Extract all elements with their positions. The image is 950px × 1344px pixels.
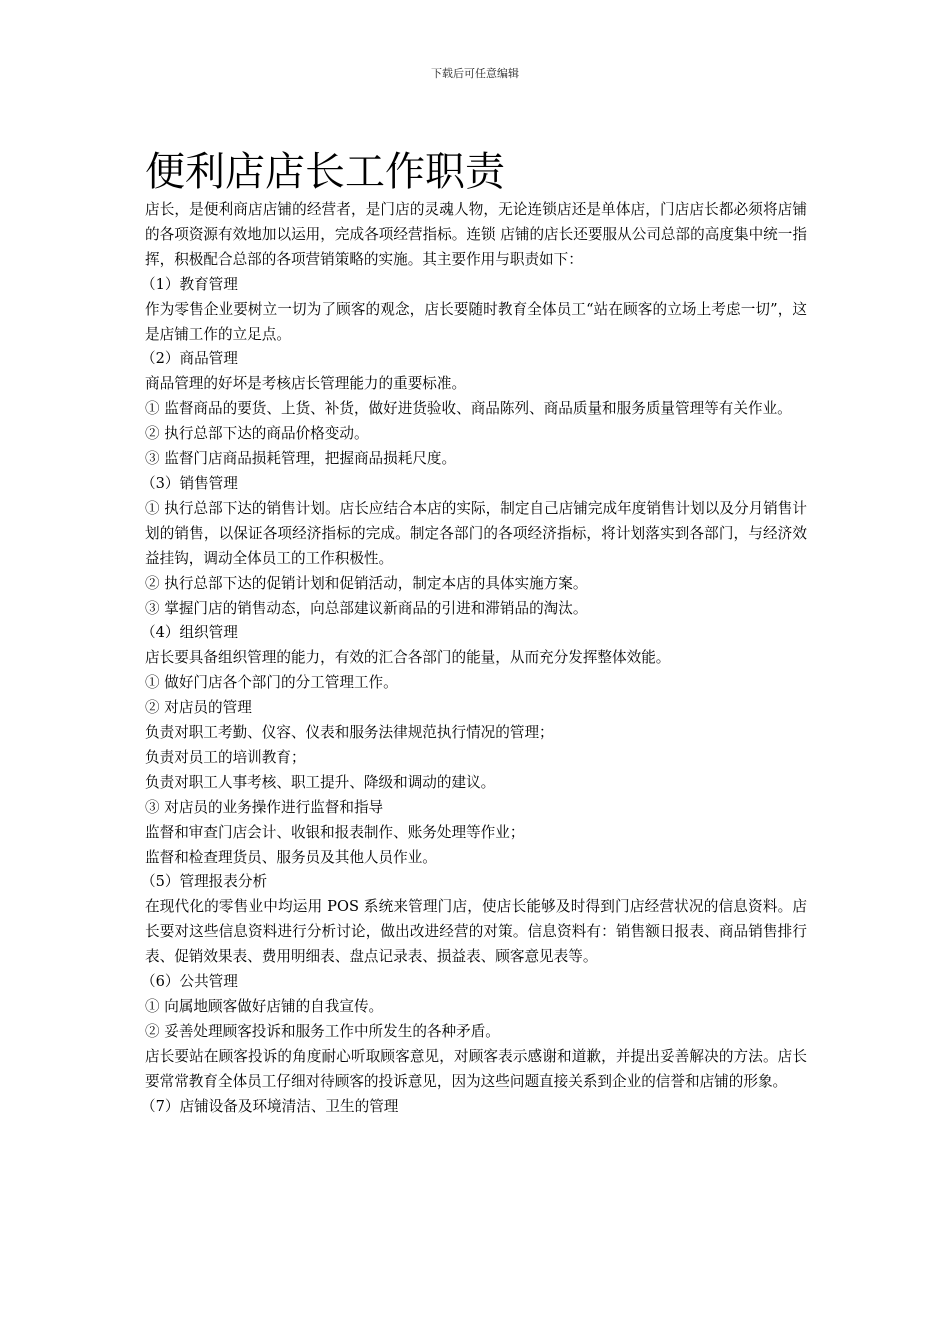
body-paragraph: 监督和审查门店会计、收银和报表制作、账务处理等作业； xyxy=(145,823,525,841)
section-heading: （7）店铺设备及环境清洁、卫生的管理 xyxy=(141,1097,399,1115)
body-paragraph: 负责对职工考勤、仪容、仪表和服务法律规范执行情况的管理； xyxy=(145,724,554,742)
section-heading: （3）销售管理 xyxy=(141,474,238,492)
section-heading: （5）管理报表分析 xyxy=(141,873,268,891)
document-body xyxy=(141,198,807,1120)
body-paragraph: ② 执行总部下达的促销计划和促销活动，制定本店的具体实施方案。 xyxy=(145,574,588,592)
body-paragraph: ② 执行总部下达的商品价格变动。 xyxy=(145,425,369,443)
body-paragraph: ① 做好门店各个部门的分工管理工作。 xyxy=(145,674,398,692)
section-heading: （4）组织管理 xyxy=(141,624,238,642)
body-paragraph: ② 妥善处理顾客投诉和服务工作中所发生的各种矛盾。 xyxy=(145,1022,500,1040)
body-paragraph: ③ 对店员的业务操作进行监督和指导 xyxy=(145,798,384,816)
body-paragraph: ① 向属地顾客做好店铺的自我宣传。 xyxy=(145,998,384,1015)
body-paragraph: ③ 监督门店商品损耗管理，把握商品损耗尺度。 xyxy=(145,450,457,468)
body-paragraph: ① 监督商品的要货、上货、补货，做好进货验收、商品陈列、商品质量和服务质量管理等有关作业。 xyxy=(145,400,792,418)
body-paragraph: 店长，是便利商店店铺的经营者，是门店的灵魂人物，无论连锁店还是单体店，门店店长都必须将店铺的各项资源有效地加以运用，完成各项经营指标。连锁 店铺的店长还要服从公司总部的高度集中统一指挥，积极配合总部的各项营销策略的实施。其主要作用与职责如下： xyxy=(145,201,807,268)
section-heading: （2）商品管理 xyxy=(141,350,238,368)
body-paragraph: 负责对职工人事考核、职工提升、降级和调动的建议。 xyxy=(145,773,496,791)
body-paragraph: 作为零售企业要树立一切为了顾客的观念，店长要随时教育全体员工“站在顾客的立场上考虑一切”，这是店铺工作的立足点。 xyxy=(145,300,807,343)
body-paragraph: ① 执行总部下达的销售计划。店长应结合本店的实际，制定自己店铺完成年度销售计划以及分月销售计划的销售，以保证各项经济指标的完成。制定各部门的各项经济指标，将计划落实到各部门，与经济效益挂钩，调动全体员工的工作积极性。 xyxy=(145,499,807,567)
body-paragraph: ② 对店员的管理 xyxy=(145,699,252,717)
body-paragraph: 店长要站在顾客投诉的角度耐心听取顾客意见，对顾客表示感谢和道歉，并提出妥善解决的方法。店长要常常教育全体员工仔细对待顾客的投诉意见，因为这些问题直接关系到企业的信誉和店铺的形象。 xyxy=(145,1047,807,1090)
body-paragraph: 商品管理的好坏是考核店长管理能力的重要标准。 xyxy=(145,375,467,393)
body-paragraph: 在现代化的零售业中均运用 POS 系统来管理门店，使店长能够及时得到门店经营状况的信息资料。店长要对这些信息资料进行分析讨论，做出改进经营的对策。信息资料有：销售额日报表、商品销售排行表、促销效果表、费用明细表、盘点记录表、损益表、顾客意见表等。 xyxy=(145,898,807,966)
body-paragraph: 负责对员工的培训教育； xyxy=(145,748,306,766)
section-heading: （6）公共管理 xyxy=(141,973,238,991)
body-paragraph: ③ 掌握门店的销售动态，向总部建议新商品的引进和滞销品的淘汰。 xyxy=(145,599,588,617)
header-note: 下载后可任意编辑 xyxy=(431,67,519,80)
page-title: 便利店店长工作职责 xyxy=(145,149,505,195)
body-paragraph: 店长要具备组织管理的能力，有效的汇合各部门的能量，从而充分发挥整体效能。 xyxy=(145,649,671,667)
body-paragraph: 监督和检查理货员、服务员及其他人员作业。 xyxy=(145,848,437,866)
section-heading: （1）教育管理 xyxy=(141,275,238,293)
